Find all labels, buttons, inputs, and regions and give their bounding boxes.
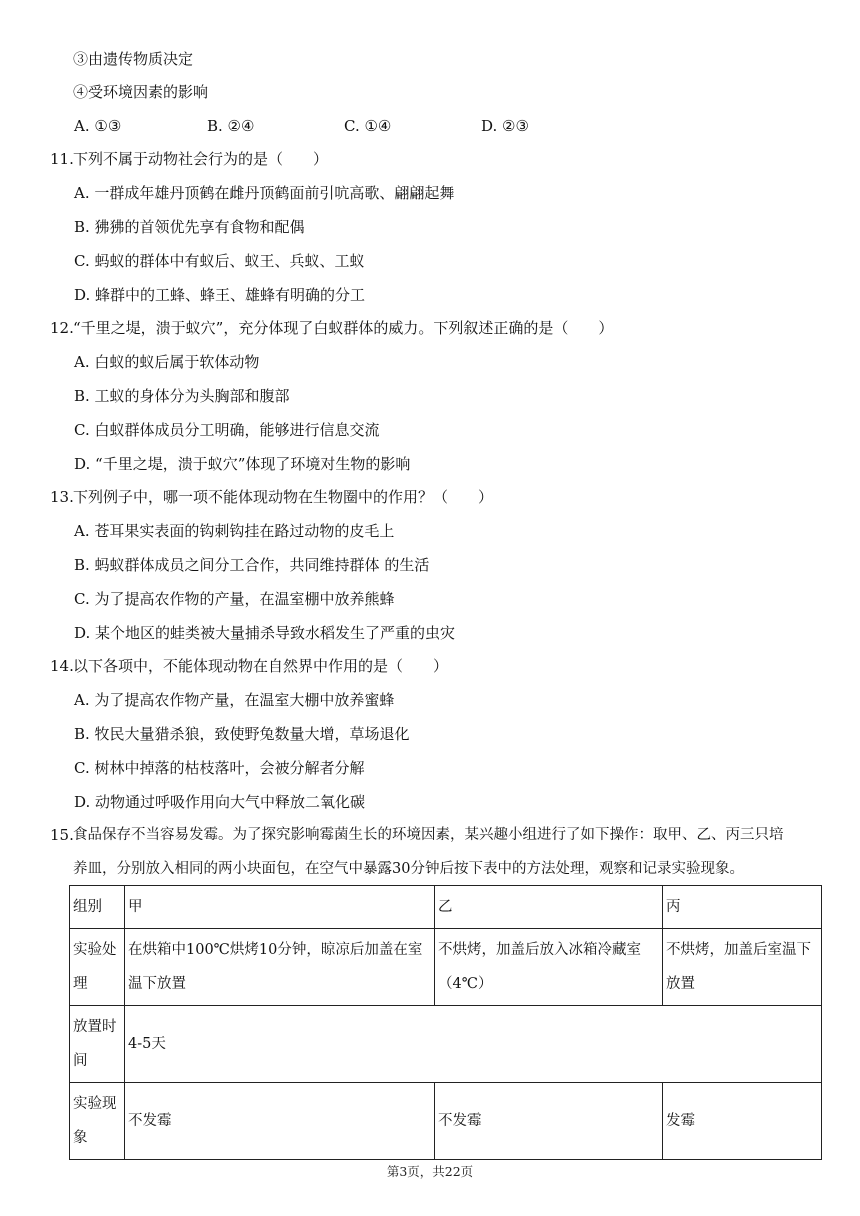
table-cell-process-bing: 不烘烤，加盖后室温下放置	[663, 929, 822, 1006]
q12-stem: “千里之堤，溃于蚁穴”，充分体现了白蚁群体的威力。下列叙述正确的是（ ）	[73, 319, 614, 337]
q12-option-b: B. 工蚁的身体分为头胸部和腹部	[74, 387, 290, 405]
q13-option-a: A. 苍耳果实表面的钩刺钩挂在路过动物的皮毛上	[74, 522, 395, 540]
q14-stem: 以下各项中，不能体现动物在自然界中作用的是（ ）	[73, 657, 449, 675]
q12-number: 12.	[50, 319, 74, 337]
table-cell-process-jia: 在烘箱中100℃烘烤10分钟，晾凉后加盖在室温下放置	[125, 929, 435, 1006]
q14-option-d: D. 动物通过呼吸作用向大气中释放二氧化碳	[74, 793, 366, 811]
table-row-result	[70, 1083, 822, 1160]
table-cell-result-bing: 发霉	[663, 1083, 822, 1160]
q13-option-d: D. 某个地区的蛙类被大量捕杀导致水稻发生了严重的虫灾	[74, 624, 456, 642]
experiment-table	[69, 885, 822, 1160]
q12-option-a: A. 白蚁的蚁后属于软体动物	[74, 353, 260, 371]
q12-option-c: C. 白蚁群体成员分工明确，能够进行信息交流	[74, 421, 380, 439]
q14-option-b: B. 牧民大量猎杀狼，致使野兔数量大增，草场退化	[74, 725, 410, 743]
q10-item-4: ④受环境因素的影响	[73, 83, 209, 101]
table-cell-time-value: 4-5天	[125, 1006, 822, 1083]
q10-option-b: B. ②④	[207, 117, 255, 135]
q13-stem: 下列例子中，哪一项不能体现动物在生物圈中的作用？（ ）	[73, 488, 494, 506]
q10-option-c: C. ①④	[344, 117, 392, 135]
table-cell-yi: 乙	[435, 886, 663, 929]
q15-stem-line2: 养皿，分别放入相同的两小块面包，在空气中暴露30分钟后按下表中的方法处理，观察和记录实验现象。	[73, 861, 744, 877]
table-cell-result-jia: 不发霉	[125, 1083, 435, 1160]
q11-option-c: C. 蚂蚁的群体中有蚁后、蚁王、兵蚁、工蚁	[74, 252, 365, 270]
table-row-group	[70, 886, 822, 929]
table-row-time	[70, 1006, 822, 1083]
table-cell-time-label: 放置时间	[70, 1006, 125, 1083]
page-footer: 第3页，共22页	[386, 1164, 474, 1179]
table-cell-result-yi: 不发霉	[435, 1083, 663, 1160]
table-cell-bing: 丙	[663, 886, 822, 929]
table-cell-group-label: 组别	[70, 886, 125, 929]
q10-option-a: A. ①③	[74, 117, 122, 135]
table-row-process	[70, 929, 822, 1006]
table-cell-jia: 甲	[125, 886, 435, 929]
q10-option-d: D. ②③	[481, 117, 529, 135]
table-cell-process-yi: 不烘烤，加盖后放入冰箱冷藏室（4℃）	[435, 929, 663, 1006]
q11-option-d: D. 蜂群中的工蜂、蜂王、雄蜂有明确的分工	[74, 286, 366, 304]
q13-option-c: C. 为了提高农作物的产量，在温室棚中放养熊蜂	[74, 590, 395, 608]
q14-option-c: C. 树林中掉落的枯枝落叶，会被分解者分解	[74, 759, 365, 777]
q14-option-a: A. 为了提高农作物产量，在温室大棚中放养蜜蜂	[74, 691, 395, 709]
q14-number: 14.	[50, 657, 74, 675]
q12-option-d: D. “千里之堤，溃于蚁穴”体现了环境对生物的影响	[74, 455, 411, 473]
q13-option-b: B. 蚂蚁群体成员之间分工合作，共同维持群体 的生活	[74, 556, 430, 574]
q11-number: 11.	[50, 150, 74, 168]
table-cell-process-label: 实验处理	[70, 929, 125, 1006]
q15-stem-line1: 食品保存不当容易发霉。为了探究影响霉菌生长的环境因素，某兴趣小组进行了如下操作：取甲、乙、丙三只培	[73, 827, 784, 843]
q11-stem: 下列不属于动物社会行为的是（ ）	[73, 150, 329, 168]
q15-number: 15.	[50, 826, 74, 844]
q11-option-a: A. 一群成年雄丹顶鹤在雌丹顶鹤面前引吭高歌、翩翩起舞	[74, 184, 455, 202]
q13-number: 13.	[50, 488, 74, 506]
q10-item-3: ③由遗传物质决定	[73, 50, 194, 68]
table-cell-result-label: 实验现象	[70, 1083, 125, 1160]
q11-option-b: B. 狒狒的首领优先享有食物和配偶	[74, 218, 305, 236]
